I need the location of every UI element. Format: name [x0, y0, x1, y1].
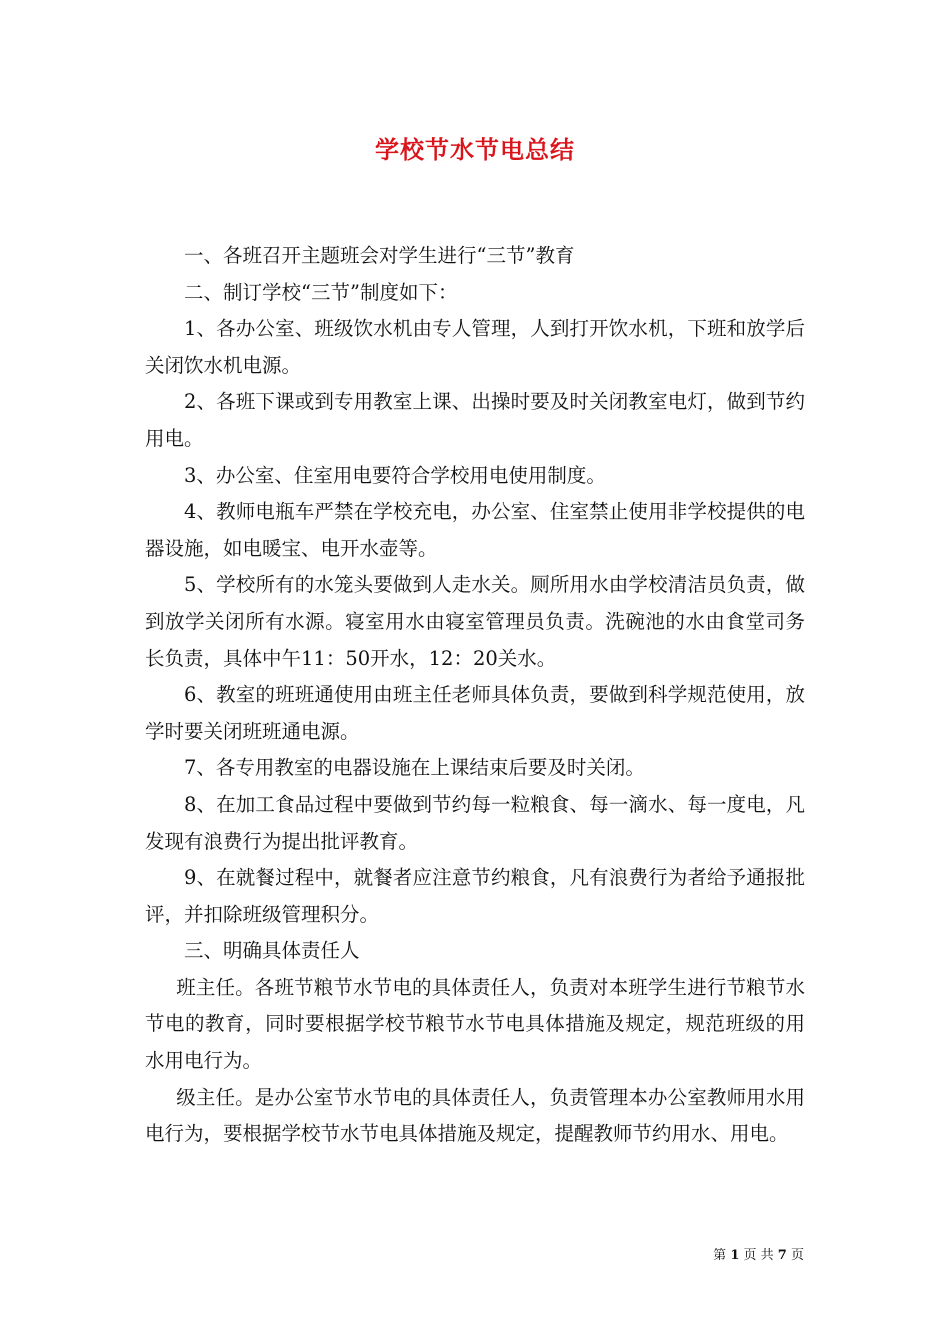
paragraph-10: 8、在加工食品过程中要做到节约每一粒粮食、每一滴水、每一度电，凡发现有浪费行为提出批评教育。	[145, 792, 805, 853]
footer-middle: 页 共	[743, 1248, 774, 1263]
paragraph-1: 一、各班召开主题班会对学生进行“三节”教育	[184, 244, 575, 267]
paragraph-5: 3、办公室、住室用电要符合学校用电使用制度。	[184, 463, 606, 487]
paragraph-3: 1、各办公室、班级饮水机由专人管理，人到打开饮水机，下班和放学后关闭饮水机电源。	[145, 317, 805, 377]
paragraph-11: 9、在就餐过程中，就餐者应注意节约粮食，凡有浪费行为者给予通报批评，并扣除班级管理积分。	[145, 866, 805, 926]
footer-suffix: 页	[790, 1248, 804, 1263]
document-title: 学校节水节电总结	[375, 135, 575, 164]
paragraph-9: 7、各专用教室的电器设施在上课结束后要及时关闭。	[184, 756, 645, 780]
footer-total-pages: 7	[777, 1248, 787, 1263]
page-footer	[713, 1247, 804, 1265]
paragraph-7: 5、学校所有的水笼头要做到人走水关。厕所用水由学校清洁员负责，做到放学关闭所有水源。寝室用水由寝室管理员负责。洗碗池的水由食堂司务长负责，具体中午11：50开水，12：20关水。	[145, 573, 805, 670]
paragraph-14: 级主任。是办公室节水节电的具体责任人，负责管理本办公室教师用水用电行为，要根据学校节水节电具体措施及规定，提醒教师节约用水、用电。	[145, 1085, 805, 1146]
paragraph-8: 6、教室的班班通使用由班主任老师具体负责，要做到科学规范使用，放学时要关闭班班通电源。	[145, 683, 805, 743]
paragraph-13: 班主任。各班节粮节水节电的具体责任人，负责对本班学生进行节粮节水节电的教育，同时要根据学校节粮节水节电具体措施及规定，规范班级的用水用电行为。	[145, 975, 805, 1073]
document-body	[145, 238, 805, 1153]
paragraph-12: 三、明确具体责任人	[184, 939, 360, 963]
footer-page-number: 1	[730, 1248, 740, 1263]
paragraph-6: 4、教师电瓶车严禁在学校充电，办公室、住室禁止使用非学校提供的电器设施，如电暖宝、电开水壶等。	[145, 500, 805, 560]
footer-prefix: 第	[713, 1248, 727, 1263]
paragraph-4: 2、各班下课或到专用教室上课、出操时要及时关闭教室电灯，做到节约用电。	[145, 390, 805, 450]
paragraph-2: 二、制订学校“三节”制度如下：	[184, 280, 458, 304]
